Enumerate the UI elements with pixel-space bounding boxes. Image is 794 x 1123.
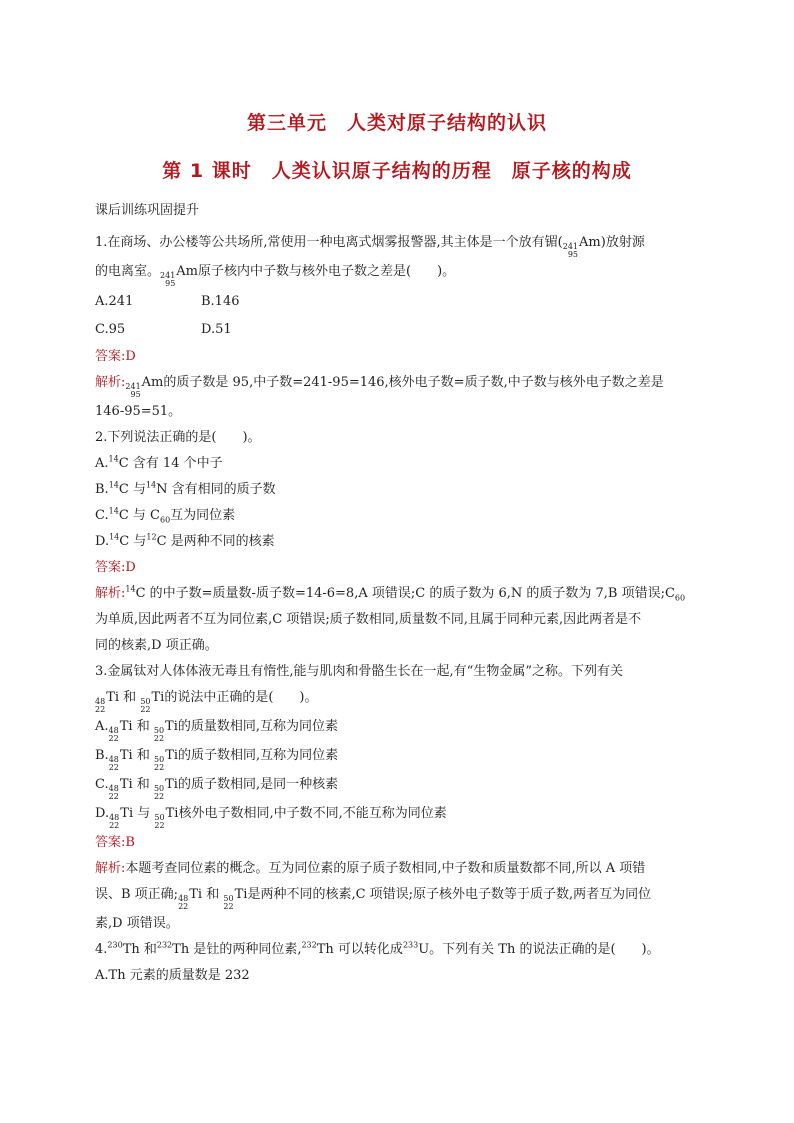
q1-options-row1: [95, 288, 700, 316]
q3-answer: 答案:B: [95, 835, 135, 850]
q4-stem: 4.$^{230}$Th 和$^{232}$Th 是钍的两种同位素,$^{232}$Th 可以转化成$^{233}$U。下列有关 Th 的说法正确的是( )。: [95, 940, 660, 957]
q1-answer: 答案:D: [95, 349, 136, 364]
q3-analysis-line1: 解析:本题考查同位素的概念。互为同位素的原子质子数相同,中子数和质量数都不同,所以 A 项错: [95, 861, 646, 876]
q1-option-b: B.146: [201, 294, 240, 309]
q1-option-d: D.51: [201, 322, 232, 337]
q2-option-b: B.$^{14}$C 与$^{14}$N 含有相同的质子数: [95, 480, 276, 497]
q1-option-c: C.95: [95, 322, 126, 337]
q3-stem-line1: 3.金属钛对人体体液无毒且有惰性,能与肌肉和骨骼生长在一起,有“生物金属”之称。下列有关: [95, 664, 623, 679]
q2-option-a: A.$^{14}$C 含有 14 个中子: [95, 454, 223, 471]
q1-stem-line1: 1.在商场、办公楼等公共场所,常使用一种电离式烟雾报警器,其主体是一个放有镅( 241 95 Am)放射源: [95, 230, 700, 259]
q1-analysis-line2: 146-95=51。: [95, 404, 182, 419]
q2-analysis-line1: 解析:$^{14}$C 的中子数=质量数-质子数=14-6=8,A 项错误;C 的质子数为 6,N 的质子数为 7,B 项错误$;C_{60}$: [95, 584, 686, 603]
q3-option-c: C. 48 22 Ti 和 50 22 Ti的质子数相同,是同一种核素: [95, 777, 339, 801]
q3-option-d: D. 48 22 Ti 与 50 22 Ti核外电子数相同,中子数不同,不能互称为同位素: [95, 806, 447, 830]
lesson-title: 第 1 课时 人类认识原子结构的历程 原子核的构成: [162, 160, 632, 182]
unit-title: 第三单元 人类对原子结构的认识: [246, 112, 547, 134]
q1-stem-line2: 的电离室。 241 95 Am原子核内中子数与核外电子数之差是( )。: [95, 259, 700, 288]
q3-stem-line2: 48 22 Ti 和 50 22 Ti的说法中正确的是( )。: [95, 690, 318, 714]
exercise-content: [95, 198, 700, 989]
q1-options-row2: [95, 316, 700, 344]
q2-answer: 答案:D: [95, 560, 136, 575]
q1-isotope-2: 241 95 Am: [160, 264, 199, 288]
q2-analysis-line2: 为单质,因此两者不互为同位素,C 项错误;质子数相同,质量数不同,且属于同种元素,因此两者是不: [95, 612, 642, 627]
q4-option-a: A.Th 元素的质量数是 232: [95, 968, 250, 983]
q2-stem: 2.下列说法正确的是( )。: [95, 430, 261, 445]
q1-analysis-line1: 解析: 241 95 Am的质子数是 95,中子数=241-95=146,核外电子数=质子数,中子数与核外电子数之差是: [95, 375, 664, 399]
q3-analysis-line2: 误、B 项正确; 48 22 Ti 和 50 22 Ti是两种不同的核素,C 项错误;原子核外电子数等于质子数,两者互为同位: [95, 887, 652, 911]
q1-isotope: 241 95 Am: [562, 235, 601, 259]
q2-option-c: C.$^{14}$C 与 $C_{60}$互为同位素: [95, 506, 236, 525]
q3-analysis-line3: 素,D 项错误。: [95, 916, 179, 931]
q1-option-a: A.241: [95, 294, 134, 309]
q3-option-b: B. 48 22 Ti 和 50 22 Ti的质子数相同,互称为同位素: [95, 748, 339, 772]
q2-option-d: D.$^{14}$C 与$^{12}$C 是两种不同的核素: [95, 532, 275, 549]
q2-analysis-line3: 同的核素,D 项正确。: [95, 638, 218, 653]
q3-option-a: A. 48 22 Ti 和 50 22 Ti的质量数相同,互称为同位素: [95, 719, 339, 743]
section-label: 课后训练巩固提升: [95, 203, 200, 218]
